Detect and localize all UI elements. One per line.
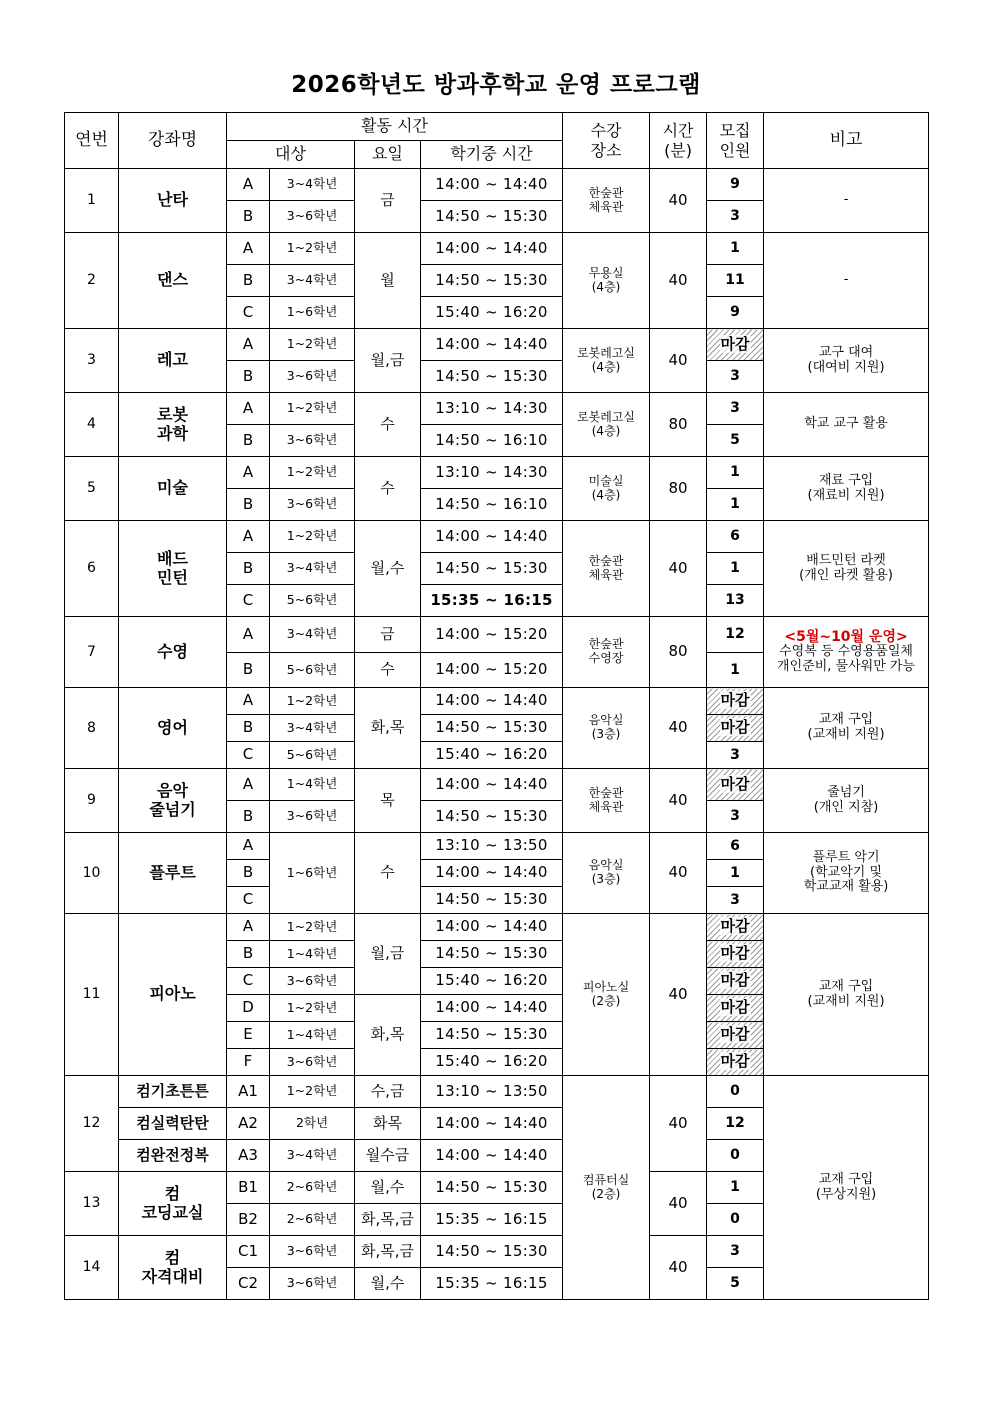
target-grade: 5~6학년 — [270, 585, 355, 617]
session-time: 14:50 ~ 15:30 — [421, 265, 563, 297]
course-number: 3 — [65, 329, 119, 393]
course-name: 컴 코딩교실 — [119, 1172, 227, 1236]
classroom: 로봇레고실 (4층) — [563, 329, 650, 393]
table-row — [65, 688, 929, 715]
capacity-closed — [707, 941, 764, 968]
target-grade: 2~6학년 — [270, 1172, 355, 1204]
classroom: 한숲관 체육관 — [563, 769, 650, 833]
closed-label: 마감 — [720, 334, 750, 353]
remark — [764, 521, 929, 617]
capacity: 13 — [707, 585, 764, 617]
table-row — [65, 617, 929, 653]
remark-text: - — [843, 192, 849, 208]
target-grade: 3~4학년 — [270, 1140, 355, 1172]
capacity: 3 — [707, 887, 764, 914]
remark — [764, 617, 929, 688]
course-number: 10 — [65, 833, 119, 914]
header-time: 학기중 시간 — [421, 141, 563, 169]
remark — [764, 833, 929, 914]
section-code: B1 — [227, 1172, 270, 1204]
course-name: 로봇 과학 — [119, 393, 227, 457]
target-grade: 1~6학년 — [270, 297, 355, 329]
remark-text: 교재 구입 (무상지원) — [815, 1171, 877, 1202]
weekday: 월,수 — [355, 1172, 421, 1204]
target-grade: 3~6학년 — [270, 1049, 355, 1076]
weekday: 수 — [355, 457, 421, 521]
session-time: 14:00 ~ 15:20 — [421, 653, 563, 688]
capacity: 3 — [707, 742, 764, 769]
remark-highlight: <5월~10월 운영> — [784, 629, 908, 646]
section-code: B — [227, 860, 270, 887]
session-time: 15:35 ~ 16:15 — [421, 1204, 563, 1236]
remark-text: 교구 대여 (대여비 지원) — [807, 344, 885, 375]
capacity: 3 — [707, 201, 764, 233]
section-code: B — [227, 653, 270, 688]
page-title: 2026학년도 방과후학교 운영 프로그램 — [291, 72, 701, 98]
session-time: 15:40 ~ 16:20 — [421, 297, 563, 329]
target-grade: 5~6학년 — [270, 653, 355, 688]
weekday: 월수금 — [355, 1140, 421, 1172]
capacity-closed — [707, 914, 764, 941]
weekday: 금 — [355, 617, 421, 653]
capacity: 1 — [707, 653, 764, 688]
capacity: 1 — [707, 457, 764, 489]
capacity: 1 — [707, 860, 764, 887]
table-row — [65, 833, 929, 860]
remark-text: 교재 구입 (교재비 지원) — [807, 712, 885, 742]
header-minutes: 시간 (분) — [650, 113, 707, 169]
section-code: C1 — [227, 1236, 270, 1268]
target-grade: 3~6학년 — [270, 1236, 355, 1268]
capacity: 9 — [707, 297, 764, 329]
session-time: 14:50 ~ 16:10 — [421, 489, 563, 521]
target-grade: 1~2학년 — [270, 329, 355, 361]
session-time: 14:00 ~ 14:40 — [421, 914, 563, 941]
weekday: 목 — [355, 769, 421, 833]
session-time: 14:50 ~ 15:30 — [421, 715, 563, 742]
duration-minutes: 40 — [650, 521, 707, 617]
table-body — [65, 169, 929, 1300]
header-activity: 활동 시간 — [227, 113, 563, 141]
course-name: 난타 — [119, 169, 227, 233]
course-name: 수영 — [119, 617, 227, 688]
capacity: 3 — [707, 801, 764, 833]
session-time: 14:00 ~ 14:40 — [421, 169, 563, 201]
classroom: 로봇레고실 (4층) — [563, 393, 650, 457]
duration-minutes: 80 — [650, 617, 707, 688]
capacity: 6 — [707, 521, 764, 553]
target-grade: 1~2학년 — [270, 688, 355, 715]
section-code: B2 — [227, 1204, 270, 1236]
table-row — [65, 914, 929, 941]
section-code: B — [227, 715, 270, 742]
header-capacity: 모집 인원 — [707, 113, 764, 169]
table-row — [65, 769, 929, 801]
target-grade: 5~6학년 — [270, 742, 355, 769]
course-name: 컴기초튼튼 — [119, 1076, 227, 1108]
table-row — [65, 233, 929, 265]
capacity-closed — [707, 1022, 764, 1049]
section-code: A — [227, 914, 270, 941]
classroom: 음악실 (3층) — [563, 688, 650, 769]
remark-text: 재료 구입 (재료비 지원) — [807, 472, 885, 503]
target-grade: 1~2학년 — [270, 521, 355, 553]
section-code: A — [227, 169, 270, 201]
section-code: A — [227, 833, 270, 860]
course-number: 14 — [65, 1236, 119, 1300]
target-grade: 1~4학년 — [270, 941, 355, 968]
session-time: 15:40 ~ 16:20 — [421, 742, 563, 769]
capacity: 12 — [707, 617, 764, 653]
section-code: A — [227, 329, 270, 361]
session-time: 13:10 ~ 14:30 — [421, 457, 563, 489]
remark — [764, 914, 929, 1076]
section-code: B — [227, 265, 270, 297]
course-number: 7 — [65, 617, 119, 688]
program-table — [64, 112, 929, 1300]
weekday: 화목 — [355, 1108, 421, 1140]
table-header — [65, 113, 929, 169]
capacity: 6 — [707, 833, 764, 860]
target-grade: 3~6학년 — [270, 489, 355, 521]
session-time: 14:00 ~ 14:40 — [421, 860, 563, 887]
section-code: A — [227, 688, 270, 715]
target-grade: 3~6학년 — [270, 801, 355, 833]
section-code: A — [227, 769, 270, 801]
session-time: 15:40 ~ 16:20 — [421, 968, 563, 995]
table-row — [65, 329, 929, 361]
section-code: E — [227, 1022, 270, 1049]
duration-minutes: 40 — [650, 1076, 707, 1172]
target-grade: 3~6학년 — [270, 968, 355, 995]
classroom: 한숲관 체육관 — [563, 521, 650, 617]
target-grade: 3~4학년 — [270, 715, 355, 742]
session-time: 15:40 ~ 16:20 — [421, 1049, 563, 1076]
target-grade: 3~4학년 — [270, 617, 355, 653]
duration-minutes: 80 — [650, 393, 707, 457]
weekday: 화,목,금 — [355, 1236, 421, 1268]
session-time: 14:00 ~ 14:40 — [421, 769, 563, 801]
duration-minutes: 40 — [650, 169, 707, 233]
capacity: 1 — [707, 1172, 764, 1204]
course-number: 2 — [65, 233, 119, 329]
section-code: A — [227, 457, 270, 489]
target-grade: 1~2학년 — [270, 1076, 355, 1108]
capacity: 3 — [707, 1236, 764, 1268]
section-code: B — [227, 941, 270, 968]
remark — [764, 1076, 929, 1300]
table-row — [65, 1076, 929, 1108]
header-no: 연번 — [65, 113, 119, 169]
classroom: 피아노실 (2층) — [563, 914, 650, 1076]
course-name: 피아노 — [119, 914, 227, 1076]
closed-label: 마감 — [720, 971, 750, 990]
course-number: 8 — [65, 688, 119, 769]
capacity-closed — [707, 968, 764, 995]
target-grade: 3~6학년 — [270, 361, 355, 393]
target-grade: 3~4학년 — [270, 553, 355, 585]
session-time: 14:50 ~ 15:30 — [421, 1172, 563, 1204]
section-code: D — [227, 995, 270, 1022]
duration-minutes: 40 — [650, 233, 707, 329]
remark-text: 교재 구입 (교재비 지원) — [807, 978, 885, 1009]
section-code: C — [227, 887, 270, 914]
session-time: 14:00 ~ 14:40 — [421, 688, 563, 715]
target-grade: 1~4학년 — [270, 1022, 355, 1049]
duration-minutes: 40 — [650, 329, 707, 393]
weekday: 수 — [355, 833, 421, 914]
session-time: 14:00 ~ 14:40 — [421, 1108, 563, 1140]
capacity-closed — [707, 688, 764, 715]
remark — [764, 233, 929, 329]
target-grade: 1~2학년 — [270, 457, 355, 489]
course-name: 댄스 — [119, 233, 227, 329]
capacity-closed — [707, 329, 764, 361]
session-time: 14:50 ~ 15:30 — [421, 1236, 563, 1268]
course-name: 영어 — [119, 688, 227, 769]
section-code: B — [227, 361, 270, 393]
target-grade: 1~2학년 — [270, 393, 355, 425]
course-number: 6 — [65, 521, 119, 617]
section-code: F — [227, 1049, 270, 1076]
table-row — [65, 521, 929, 553]
capacity-closed — [707, 995, 764, 1022]
section-code: B — [227, 489, 270, 521]
section-code: B — [227, 801, 270, 833]
target-grade: 2~6학년 — [270, 1204, 355, 1236]
capacity: 3 — [707, 361, 764, 393]
target-grade: 2학년 — [270, 1108, 355, 1140]
header-target: 대상 — [227, 141, 355, 169]
section-code: C — [227, 297, 270, 329]
weekday: 월,수 — [355, 521, 421, 617]
section-code: A2 — [227, 1108, 270, 1140]
session-time: 14:50 ~ 15:30 — [421, 361, 563, 393]
session-time: 14:50 ~ 15:30 — [421, 1022, 563, 1049]
session-time: 14:00 ~ 15:20 — [421, 617, 563, 653]
session-time: 14:50 ~ 15:30 — [421, 941, 563, 968]
session-time: 14:50 ~ 15:30 — [421, 201, 563, 233]
target-grade: 3~4학년 — [270, 169, 355, 201]
header-room: 수강 장소 — [563, 113, 650, 169]
session-time: 14:50 ~ 15:30 — [421, 553, 563, 585]
remark-text: - — [843, 272, 849, 288]
weekday: 화,목,금 — [355, 1204, 421, 1236]
session-time: 13:10 ~ 14:30 — [421, 393, 563, 425]
course-number: 9 — [65, 769, 119, 833]
weekday: 금 — [355, 169, 421, 233]
remark — [764, 769, 929, 833]
classroom: 음악실 (3층) — [563, 833, 650, 914]
closed-label: 마감 — [720, 917, 750, 936]
remark — [764, 329, 929, 393]
session-time: 14:50 ~ 15:30 — [421, 887, 563, 914]
course-name: 컴완전정복 — [119, 1140, 227, 1172]
weekday: 수,금 — [355, 1076, 421, 1108]
section-code: B — [227, 201, 270, 233]
remark — [764, 688, 929, 769]
course-number: 5 — [65, 457, 119, 521]
header-day: 요일 — [355, 141, 421, 169]
duration-minutes: 40 — [650, 914, 707, 1076]
session-time: 14:00 ~ 14:40 — [421, 329, 563, 361]
target-grade: 1~4학년 — [270, 769, 355, 801]
session-time: 13:10 ~ 13:50 — [421, 833, 563, 860]
closed-label: 마감 — [720, 944, 750, 963]
target-grade: 1~2학년 — [270, 995, 355, 1022]
section-code: A — [227, 233, 270, 265]
classroom: 컴퓨터실 (2층) — [563, 1076, 650, 1300]
section-code: A1 — [227, 1076, 270, 1108]
closed-label: 마감 — [720, 998, 750, 1017]
course-name: 미술 — [119, 457, 227, 521]
capacity: 0 — [707, 1076, 764, 1108]
weekday: 수 — [355, 653, 421, 688]
section-code: A — [227, 521, 270, 553]
session-time: 14:00 ~ 14:40 — [421, 995, 563, 1022]
closed-label: 마감 — [720, 1025, 750, 1044]
remark — [764, 169, 929, 233]
session-time: 13:10 ~ 13:50 — [421, 1076, 563, 1108]
section-code: B — [227, 553, 270, 585]
weekday: 수 — [355, 393, 421, 457]
capacity: 1 — [707, 489, 764, 521]
capacity-closed — [707, 715, 764, 742]
classroom: 한숲관 수영장 — [563, 617, 650, 688]
capacity: 5 — [707, 1268, 764, 1300]
section-code: A — [227, 617, 270, 653]
course-number: 12 — [65, 1076, 119, 1172]
course-name: 플루트 — [119, 833, 227, 914]
session-time: 14:00 ~ 14:40 — [421, 521, 563, 553]
capacity: 1 — [707, 553, 764, 585]
duration-minutes: 40 — [650, 769, 707, 833]
capacity: 12 — [707, 1108, 764, 1140]
target-grade: 1~2학년 — [270, 914, 355, 941]
closed-label: 마감 — [720, 718, 750, 737]
section-code: B — [227, 425, 270, 457]
weekday: 월,수 — [355, 1268, 421, 1300]
target-grade: 3~6학년 — [270, 201, 355, 233]
duration-minutes: 40 — [650, 1172, 707, 1236]
remark-text: 학교 교구 활용 — [804, 416, 888, 432]
session-time: 14:50 ~ 15:30 — [421, 801, 563, 833]
classroom: 한숲관 체육관 — [563, 169, 650, 233]
capacity-closed — [707, 1049, 764, 1076]
course-number: 1 — [65, 169, 119, 233]
closed-label: 마감 — [720, 691, 750, 710]
target-grade: 3~4학년 — [270, 265, 355, 297]
weekday: 월 — [355, 233, 421, 329]
header-course: 강좌명 — [119, 113, 227, 169]
weekday: 월,금 — [355, 329, 421, 393]
capacity: 9 — [707, 169, 764, 201]
remark-text: 줄넘기 (개인 지참) — [813, 784, 879, 815]
weekday: 화,목 — [355, 688, 421, 769]
classroom: 무용실 (4층) — [563, 233, 650, 329]
session-time: 14:50 ~ 16:10 — [421, 425, 563, 457]
section-code: A3 — [227, 1140, 270, 1172]
remark — [764, 393, 929, 457]
closed-label: 마감 — [720, 774, 750, 793]
duration-minutes: 40 — [650, 1236, 707, 1300]
course-number: 13 — [65, 1172, 119, 1236]
target-grade: 1~2학년 — [270, 233, 355, 265]
section-code: C2 — [227, 1268, 270, 1300]
table-row — [65, 169, 929, 201]
course-number: 4 — [65, 393, 119, 457]
classroom: 미술실 (4층) — [563, 457, 650, 521]
duration-minutes: 40 — [650, 688, 707, 769]
remark — [764, 457, 929, 521]
remark-text: 플루트 악기 (학교악기 및 학교교재 활용) — [803, 849, 889, 895]
section-code: A — [227, 393, 270, 425]
table-row — [65, 457, 929, 489]
remark-text: 수영복 등 수영용품일체 개인준비, 물사워만 가능 — [777, 644, 916, 675]
session-time: 14:00 ~ 14:40 — [421, 233, 563, 265]
target-grade: 3~6학년 — [270, 425, 355, 457]
session-time: 15:35 ~ 16:15 — [421, 585, 563, 617]
closed-label: 마감 — [720, 1052, 750, 1071]
course-name: 컴실력탄탄 — [119, 1108, 227, 1140]
capacity: 3 — [707, 393, 764, 425]
duration-minutes: 40 — [650, 833, 707, 914]
course-name: 음악 줄넘기 — [119, 769, 227, 833]
session-time: 15:35 ~ 16:15 — [421, 1268, 563, 1300]
target-grade: 1~6학년 — [270, 833, 355, 914]
course-number: 11 — [65, 914, 119, 1076]
duration-minutes: 80 — [650, 457, 707, 521]
remark-text: 배드민턴 라켓 (개인 라켓 활용) — [799, 552, 893, 583]
course-name: 레고 — [119, 329, 227, 393]
section-code: C — [227, 585, 270, 617]
capacity: 5 — [707, 425, 764, 457]
weekday: 화,목 — [355, 995, 421, 1076]
capacity: 11 — [707, 265, 764, 297]
capacity-closed — [707, 769, 764, 801]
course-name: 컴 자격대비 — [119, 1236, 227, 1300]
capacity: 0 — [707, 1204, 764, 1236]
session-time: 14:00 ~ 14:40 — [421, 1140, 563, 1172]
section-code: C — [227, 742, 270, 769]
course-name: 배드 민턴 — [119, 521, 227, 617]
section-code: C — [227, 968, 270, 995]
target-grade: 3~6학년 — [270, 1268, 355, 1300]
capacity: 0 — [707, 1140, 764, 1172]
table-row — [65, 393, 929, 425]
weekday: 월,금 — [355, 914, 421, 995]
header-note: 비고 — [764, 113, 929, 169]
capacity: 1 — [707, 233, 764, 265]
